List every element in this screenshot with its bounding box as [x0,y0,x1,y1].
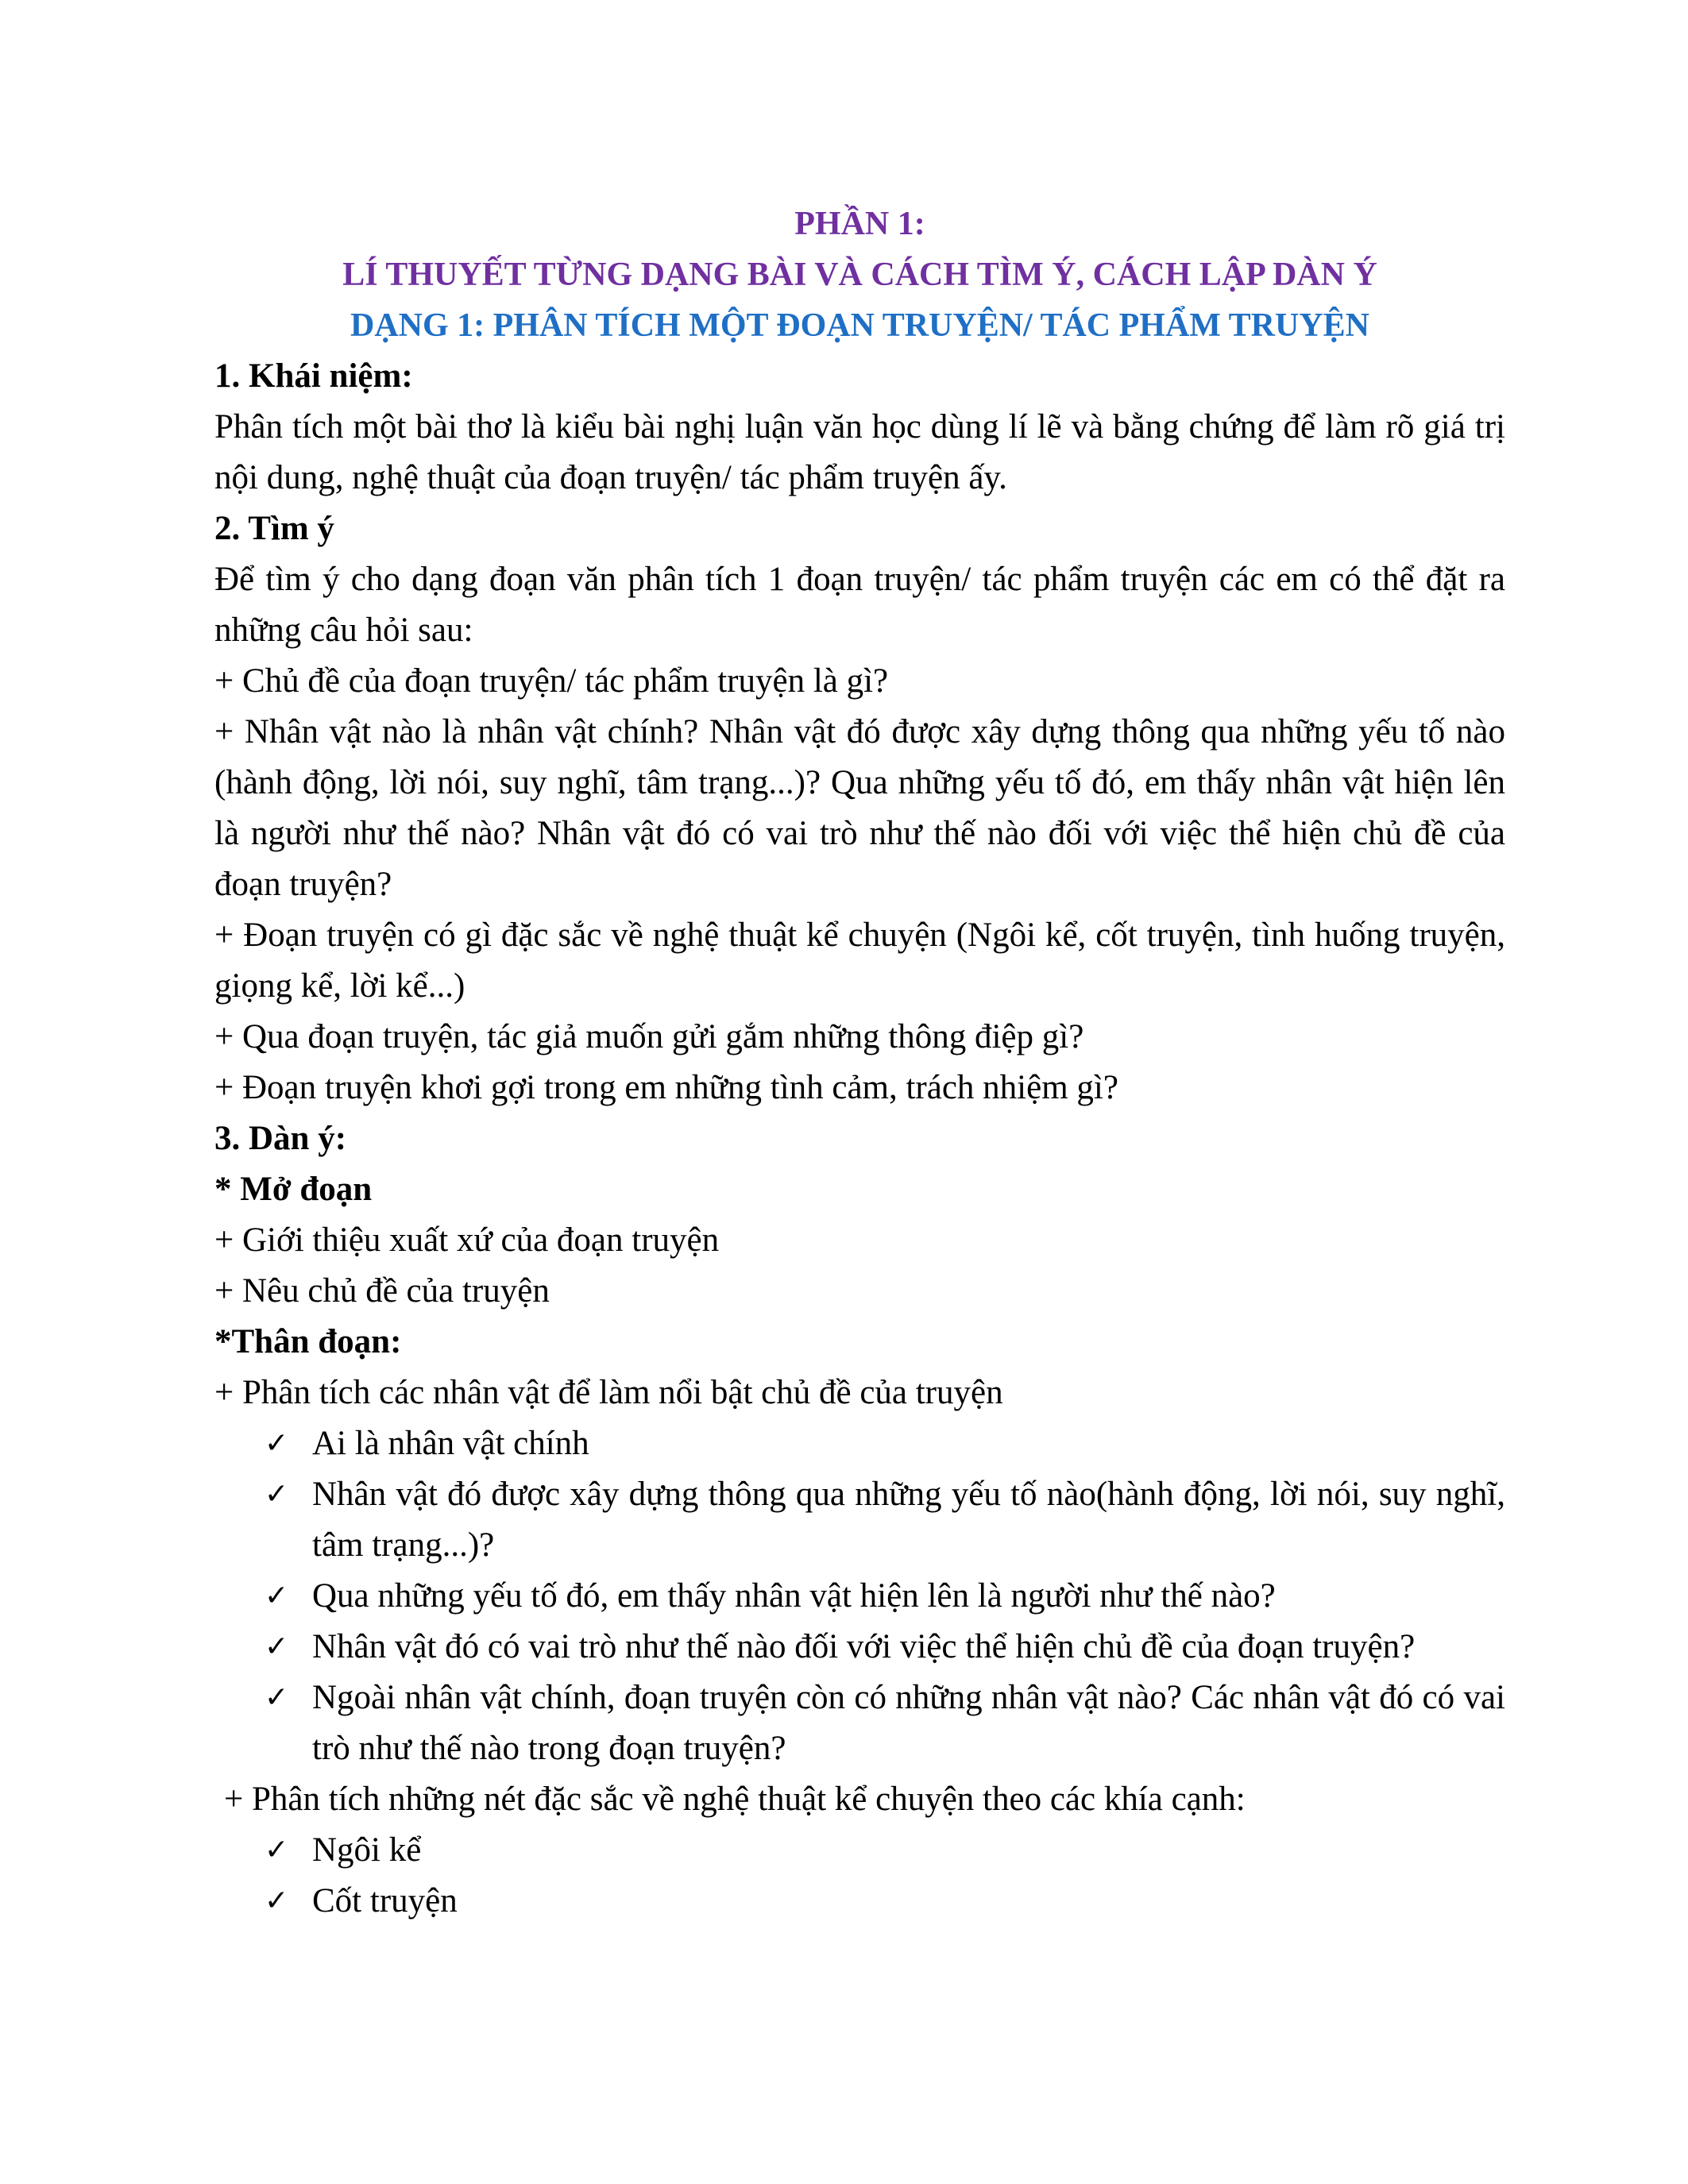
checklist-item-text: Ngoài nhân vật chính, đoạn truyện còn có những nhân vật nào? Các nhân vật đó có vai trò như thế nào trong đoạn truyện? [312,1679,1505,1767]
checkmark-icon: ✓ [265,1834,289,1866]
theory-title: LÍ THUYẾT TỪNG DẠNG BÀI VÀ CÁCH TÌM Ý, CÁCH LẬP DÀN Ý [342,257,1377,293]
checklist-item [265,1571,1505,1622]
checkmark-icon: ✓ [265,1630,289,1663]
type-title: DẠNG 1: PHÂN TÍCH MỘT ĐOẠN TRUYỆN/ TÁC PHẨM TRUYỆN [350,307,1370,344]
checkmark-icon: ✓ [265,1681,289,1714]
section-1-text: Phân tích một bài thơ là kiểu bài nghị luận văn học dùng lí lẽ và bằng chứng để làm rõ giá trị nội dung, nghệ thuật của đoạn truyện/ tác phẩm truyện ấy. [214,408,1505,496]
section-2-intro: Để tìm ý cho dạng đoạn văn phân tích 1 đoạn truyện/ tác phẩm truyện các em có thể đặt ra những câu hỏi sau: [214,561,1505,649]
part-title: PHẦN 1: [794,206,925,242]
opening-item: + Giới thiệu xuất xứ của đoạn truyện [214,1221,720,1259]
checklist-item [265,1673,1505,1774]
art-checklist [214,1825,1505,1927]
checklist-item-text: Ai là nhân vật chính [312,1425,589,1462]
checklist-item-text: Qua những yếu tố đó, em thấy nhân vật hiện lên là người như thế nào? [312,1577,1276,1615]
question-item: + Qua đoạn truyện, tác giả muốn gửi gắm những thông điệp gì? [214,1018,1084,1055]
characters-checklist [214,1418,1505,1774]
document-page [214,199,1505,1927]
checklist-item-text: Ngôi kể [312,1831,422,1869]
checkmark-icon: ✓ [265,1478,289,1511]
checklist-item [265,1876,1505,1927]
checklist-item [265,1825,1505,1876]
checkmark-icon: ✓ [265,1427,289,1460]
checklist-item-text: Nhân vật đó có vai trò như thế nào đối với việc thể hiện chủ đề của đoạn truyện? [312,1628,1416,1665]
question-item: + Chủ đề của đoạn truyện/ tác phẩm truyện là gì? [214,662,889,700]
art-intro: + Phân tích những nét đặc sắc về nghệ thuật kể chuyện theo các khía cạnh: [224,1781,1246,1818]
checklist-item-text: Cốt truyện [312,1882,458,1920]
opening-heading: * Mở đoạn [214,1171,373,1208]
question-item: + Đoạn truyện có gì đặc sắc về nghệ thuật kể chuyện (Ngôi kể, cốt truyện, tình huống truyện, giọng kể, lời kể...) [214,916,1505,1005]
section-3-heading: 3. Dàn ý: [214,1120,347,1157]
checkmark-icon: ✓ [265,1885,289,1917]
question-item: + Nhân vật nào là nhân vật chính? Nhân vật đó được xây dựng thông qua những yếu tố nào (hành động, lời nói, suy nghĩ, tâm trạng...)? Qua những yếu tố đó, em thấy nhân vật hiện lên là người như thế nào? Nhân vật đó có vai trò như thế nào đối với việc thể hiện chủ đề của đoạn truyện? [214,713,1505,903]
section-2-heading: 2. Tìm ý [214,510,334,547]
characters-intro: + Phân tích các nhân vật để làm nổi bật chủ đề của truyện [214,1374,1003,1411]
question-item: + Đoạn truyện khơi gợi trong em những tình cảm, trách nhiệm gì? [214,1069,1118,1106]
body-heading: *Thân đoạn: [214,1323,402,1360]
section-1-heading: 1. Khái niệm: [214,357,413,395]
checklist-item-text: Nhân vật đó được xây dựng thông qua những yếu tố nào(hành động, lời nói, suy nghĩ, tâm trạng...)? [312,1476,1505,1564]
checklist-item [265,1469,1505,1571]
checkmark-icon: ✓ [265,1580,289,1612]
checklist-item [265,1622,1505,1673]
checklist-item [265,1418,1505,1469]
opening-item: + Nêu chủ đề của truyện [214,1272,550,1310]
